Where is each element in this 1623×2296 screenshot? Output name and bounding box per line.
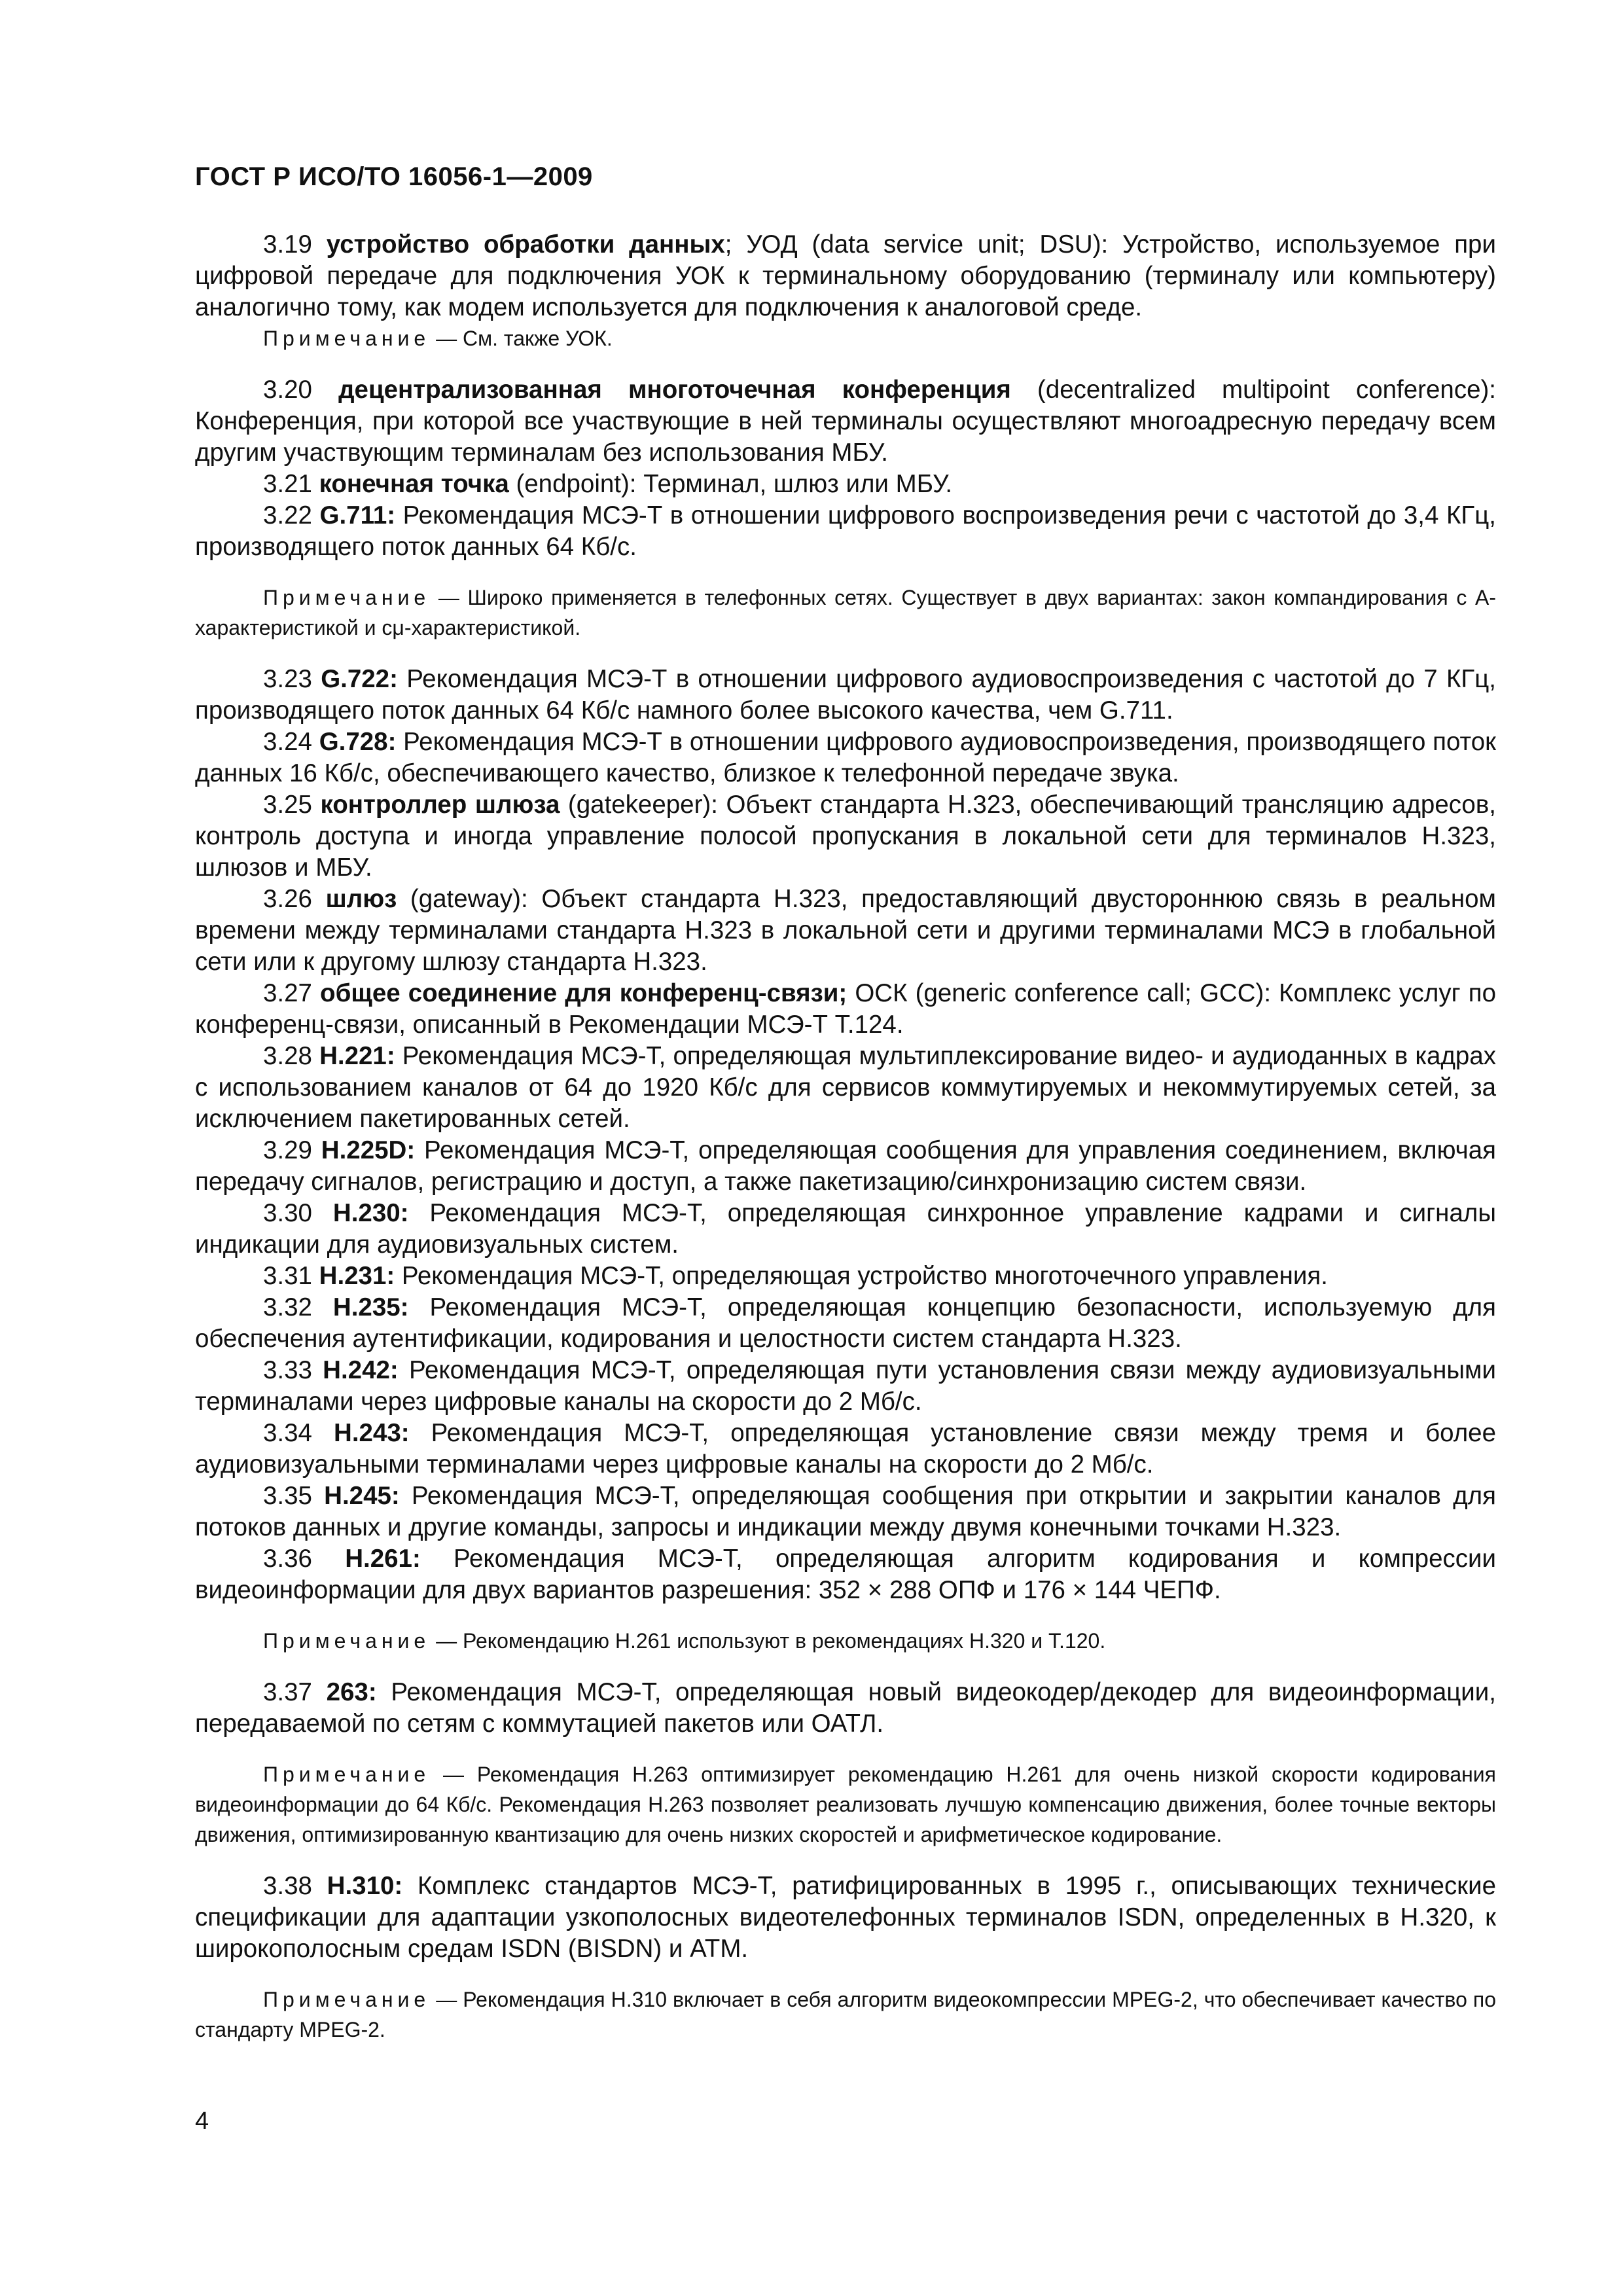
entry-number: 3.36: [263, 1545, 346, 1573]
entry-number: 3.27: [263, 979, 321, 1007]
document-header: ГОСТ Р ИСО/ТО 16056-1—2009: [195, 162, 593, 191]
note-text: См. также УОК.: [463, 327, 613, 350]
entry-note: [195, 323, 1496, 353]
entry-term: шлюз: [325, 885, 397, 913]
note-dash: —: [430, 1763, 477, 1786]
entry-number: 3.23: [263, 665, 321, 693]
entry-number: 3.32: [263, 1293, 333, 1321]
term-entry: [195, 664, 1496, 726]
entry-definition: Рекомендация МСЭ-Т в отношении цифрового воспроизведения речи с частотой до 3,4 КГц, производящего поток данных 64 Кб/с.: [195, 501, 1496, 561]
entry-term: децентрализованная многоточечная конференция: [338, 376, 1011, 404]
entry-number: 3.30: [263, 1199, 333, 1227]
entry-term: G.711:: [319, 501, 396, 529]
entry-number: 3.25: [263, 791, 321, 819]
entry-definition: Рекомендация МСЭ-Т, определяющая установление связи между тремя и более аудиовизуальными терминалами через цифровые каналы на скорости до 2 Мб/с.: [195, 1419, 1496, 1479]
term-entry: [195, 1480, 1496, 1543]
entry-number: 3.33: [263, 1356, 323, 1384]
entry-term: Н.261:: [345, 1545, 421, 1573]
note-dash: —: [430, 327, 463, 350]
entry-term: общее соединение для конференц-связи;: [320, 979, 847, 1007]
term-entry: [195, 1355, 1496, 1418]
entry-definition: Рекомендация МСЭ-Т, определяющая устройство многоточечного управления.: [395, 1262, 1328, 1290]
entry-term: 263:: [326, 1678, 377, 1706]
entry-definition: (gatekeeper): Объект стандарта Н.323, обеспечивающий трансляцию адресов, контроль доступа и иногда управление полосой пропускания в локальной сети для терминалов Н.323, шлюзов и МБУ.: [195, 791, 1496, 882]
entry-definition: Рекомендация МСЭ-Т в отношении цифрового аудиовоспроизведения с частотой до 7 КГц, производящего поток данных 64 Кб/с намного более высокого качества, чем G.711.: [195, 665, 1496, 725]
term-entry: [195, 1198, 1496, 1261]
entry-note: [195, 1759, 1496, 1850]
entry-term: Н.243:: [334, 1419, 410, 1447]
note-text: Рекомендация Н.263 оптимизирует рекомендацию Н.261 для очень низкой скорости кодирования видеоинформации до 64 Кб/с. Рекомендация Н.263 позволяет реализовать лучшую компенсацию движения, более точные векторы движения, оптимизированную квантизацию для очень низких скоростей и арифметическое кодирование.: [195, 1763, 1497, 1846]
term-entry: [195, 374, 1496, 469]
note-text: Рекомендацию Н.261 используют в рекомендациях Н.320 и Т.120.: [463, 1629, 1106, 1653]
document-body: [195, 229, 1496, 2066]
entry-definition: Комплекс стандартов МСЭ-Т, ратифицированных в 1995 г., описывающих технические спецификации для адаптации узкополосных видеотелефонных терминалов ISDN, определенных в Н.320, к широкополосным средам ISDN (BISDN) и АТМ.: [195, 1872, 1496, 1963]
entry-number: 3.20: [263, 376, 339, 404]
entry-definition: Рекомендация МСЭ-Т, определяющая концепцию безопасности, используемую для обеспечения аутентификации, кодирования и целостности систем стандарта Н.323.: [195, 1293, 1496, 1353]
entry-number: 3.24: [263, 728, 319, 756]
entry-definition: ОСК (generic conference call; GCC): Комплекс услуг по конференц-связи, описанный в Рекомендации МСЭ-Т Т.124.: [195, 979, 1496, 1039]
entry-definition: Рекомендация МСЭ-Т, определяющая синхронное управление кадрами и сигналы индикации для аудиовизуальных систем.: [195, 1199, 1496, 1259]
entry-definition: Рекомендация МСЭ-Т, определяющая сообщения при открытии и закрытии каналов для потоков данных и другие команды, запросы и индикации между двумя конечными точками Н.323.: [195, 1482, 1496, 1541]
term-entry: [195, 1261, 1496, 1292]
entry-term: G.728:: [319, 728, 397, 756]
entry-number: 3.22: [263, 501, 320, 529]
entry-term: Н.310:: [327, 1872, 403, 1900]
entry-term: Н.221:: [319, 1042, 395, 1070]
entry-definition: Рекомендация МСЭ-Т в отношении цифрового аудиовоспроизведения, производящего поток данных 16 Кб/с, обеспечивающего качество, близкое к телефонной передаче звука.: [195, 728, 1496, 787]
note-dash: —: [430, 1988, 463, 2011]
term-entry: [195, 978, 1496, 1041]
entry-term: устройство обработки данных: [326, 230, 725, 259]
entry-term: Н.242:: [323, 1356, 399, 1384]
entry-term: G.722:: [321, 665, 398, 693]
note-dash: —: [430, 586, 468, 609]
term-entry: [195, 1135, 1496, 1198]
entry-number: 3.19: [263, 230, 327, 259]
entry-number: 3.28: [263, 1042, 320, 1070]
entry-definition: Рекомендация МСЭ-Т, определяющая алгоритм кодирования и компрессии видеоинформации для двух вариантов разрешения: 352 × 288 ОПФ и 176 × 144 ЧЕПФ.: [195, 1545, 1496, 1604]
entry-number: 3.34: [263, 1419, 334, 1447]
note-label: Примечание: [263, 1763, 431, 1786]
note-label: Примечание: [263, 327, 431, 350]
term-entry: [195, 884, 1496, 978]
entry-definition: (gateway): Объект стандарта Н.323, предоставляющий двустороннюю связь в реальном времени между терминалами стандарта Н.323 в локальной сети и другими терминалами МСЭ в глобальной сети или к другому шлюзу стандарта Н.323.: [195, 885, 1496, 976]
entry-term: Н.225D:: [321, 1136, 416, 1164]
term-entry: [195, 229, 1496, 323]
entry-definition: (endpoint): Терминал, шлюз или МБУ.: [508, 470, 953, 498]
entry-number: 3.35: [263, 1482, 325, 1510]
entry-term: контроллер шлюза: [320, 791, 560, 819]
entry-term: Н.230:: [332, 1199, 409, 1227]
entry-note: [195, 583, 1496, 643]
term-entry: [195, 1871, 1496, 1965]
term-entry: [195, 1677, 1496, 1740]
entry-number: 3.38: [263, 1872, 327, 1900]
term-entry: [195, 1543, 1496, 1606]
entry-term: Н.235:: [332, 1293, 409, 1321]
entry-definition: Рекомендация МСЭ-Т, определяющая пути установления связи между аудиовизуальными терминалами через цифровые каналы на скорости до 2 Мб/с.: [195, 1356, 1496, 1416]
note-label: Примечание: [263, 1629, 431, 1653]
entry-number: 3.31: [263, 1262, 319, 1290]
term-entry: [195, 1418, 1496, 1480]
entry-definition: Рекомендация МСЭ-Т, определяющая мультиплексирование видео- и аудиоданных в кадрах с использованием каналов от 64 до 1920 Кб/с для сервисов коммутируемых и некоммутируемых сетей, за исключением пакетированных сетей.: [195, 1042, 1496, 1133]
note-label: Примечание: [263, 1988, 431, 2011]
term-entry: [195, 789, 1496, 884]
entry-note: [195, 1984, 1496, 2045]
entry-term: Н.231:: [319, 1262, 395, 1290]
entry-definition: (decentralized multipoint conference): Конференция, при которой все участвующие в ней терминалы осуществляют многоадресную передачу всем другим участвующим терминалам без использования МБУ.: [195, 376, 1496, 467]
entry-term: Н.245:: [324, 1482, 400, 1510]
page-number: 4: [195, 2108, 209, 2135]
entry-number: 3.26: [263, 885, 326, 913]
term-entry: [195, 500, 1496, 563]
entry-term: конечная точка: [319, 470, 509, 498]
entry-definition: ; УОД (data service unit; DSU): Устройство, используемое при цифровой передаче для подключения УОК к терминальному оборудованию (терминалу или компьютеру) аналогично тому, как модем используется для подключения к аналоговой среде.: [195, 230, 1496, 321]
note-text: Рекомендация Н.310 включает в себя алгоритм видеокомпрессии MPEG-2, что обеспечивает качество по стандарту MPEG-2.: [195, 1988, 1497, 2041]
entry-number: 3.37: [263, 1678, 327, 1706]
entry-definition: Рекомендация МСЭ-Т, определяющая сообщения для управления соединением, включая передачу сигналов, регистрацию и доступ, а также пакетизацию/синхронизацию систем связи.: [195, 1136, 1496, 1196]
entry-definition: Рекомендация МСЭ-Т, определяющая новый видеокодер/декодер для видеоинформации, передаваемой по сетям с коммутацией пакетов или ОАТЛ.: [195, 1678, 1496, 1738]
note-label: Примечание: [263, 586, 431, 609]
term-entry: [195, 1041, 1496, 1135]
term-entry: [195, 1292, 1496, 1355]
entry-number: 3.21: [263, 470, 319, 498]
term-entry: [195, 469, 1496, 500]
note-text: Широко применяется в телефонных сетях. Существует в двух вариантах: закон компандирования с А-характеристикой и сμ-характеристикой.: [195, 586, 1497, 639]
entry-note: [195, 1626, 1496, 1656]
note-dash: —: [430, 1629, 463, 1653]
term-entry: [195, 726, 1496, 789]
entry-number: 3.29: [263, 1136, 321, 1164]
